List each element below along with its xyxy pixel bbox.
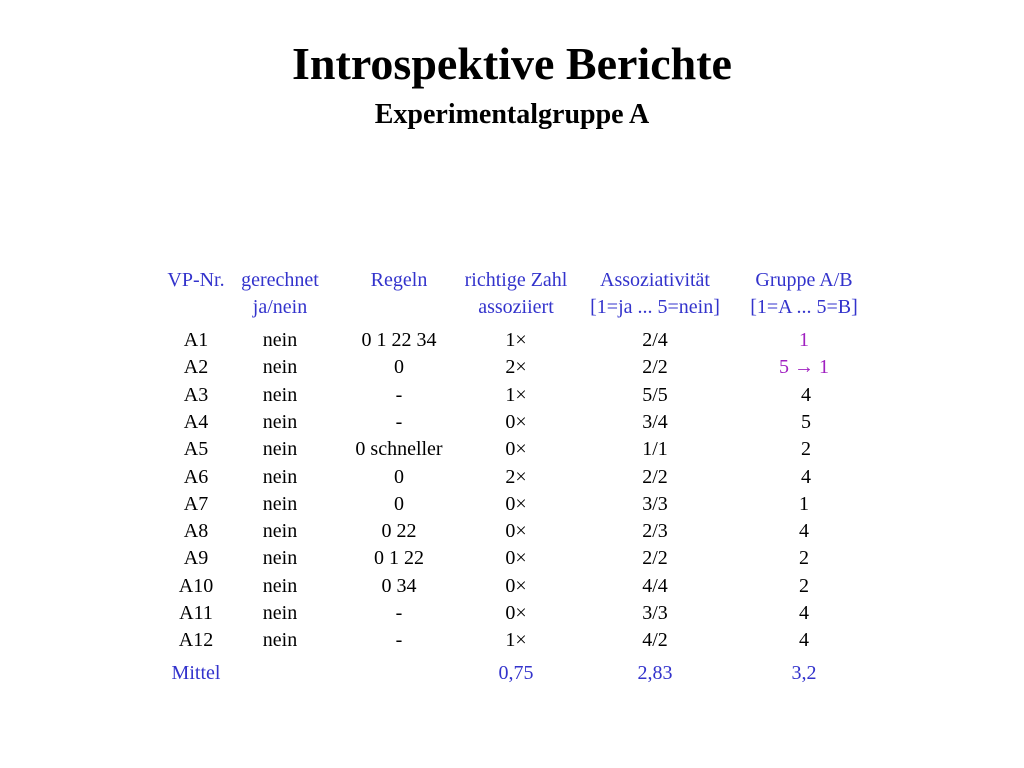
cell-regeln: 0 (394, 465, 404, 488)
cell-gruppe: 2 (799, 574, 809, 597)
cell-regeln: - (395, 410, 403, 433)
cell-gerechnet: nein (262, 492, 298, 515)
cell-vp-nr: A4 (183, 410, 209, 433)
cell-gerechnet: nein (262, 602, 298, 624)
cell-vp-nr: A11 (179, 602, 213, 624)
slide-title: Introspektive Berichte (292, 38, 732, 89)
cell-assoziativitaet: 2/2 (642, 356, 668, 379)
cell-gerechnet: nein (262, 438, 298, 461)
mean-label: Mittel (171, 662, 221, 684)
cell-richtige-zahl: 0× (505, 547, 527, 570)
cell-regeln: 0 (394, 356, 404, 379)
cell-regeln: - (395, 602, 403, 624)
cell-richtige-zahl: 0× (505, 492, 527, 515)
header-assoziativitaet: Assoziativität (600, 269, 710, 291)
cell-richtige-zahl: 1× (505, 629, 527, 652)
cell-assoziativitaet: 5/5 (642, 383, 668, 406)
cell-vp-nr: A6 (183, 465, 209, 488)
cell-richtige-zahl: 0× (505, 602, 527, 624)
cell-richtige-zahl: 2× (505, 465, 527, 488)
cell-vp-nr: A7 (183, 492, 209, 515)
header-richtige-zahl-sub: assoziiert (478, 296, 554, 318)
cell-gerechnet: nein (262, 356, 298, 379)
cell-richtige-zahl: 1× (505, 383, 527, 406)
header-gruppe-sub: [1=A ... 5=B] (750, 296, 858, 318)
cell-regeln: 0 (394, 492, 404, 515)
cell-regeln: 0 schneller (355, 438, 443, 461)
cell-gruppe: 4 (799, 520, 809, 543)
cell-regeln: - (395, 383, 403, 406)
cell-vp-nr: A8 (183, 520, 209, 543)
header-regeln: Regeln (370, 269, 428, 291)
cell-assoziativitaet: 1/1 (642, 438, 668, 461)
cell-assoziativitaet: 4/4 (642, 574, 668, 597)
cell-gruppe: 5 (801, 410, 811, 433)
cell-assoziativitaet: 4/2 (642, 629, 668, 652)
cell-vp-nr: A1 (183, 329, 209, 351)
header-gerechnet: gerechnet (241, 269, 319, 291)
cell-assoziativitaet: 3/3 (642, 492, 668, 515)
cell-gruppe: 2 (801, 438, 811, 461)
cell-gerechnet: nein (262, 547, 298, 570)
cell-vp-nr: A3 (183, 383, 209, 406)
cell-gerechnet: nein (262, 465, 298, 488)
cell-assoziativitaet: 3/4 (642, 410, 668, 433)
mean-gruppe: 3,2 (791, 662, 817, 684)
cell-richtige-zahl: 0× (505, 438, 527, 461)
cell-assoziativitaet: 2/2 (642, 465, 668, 488)
cell-richtige-zahl: 0× (505, 410, 527, 433)
cell-gruppe: 4 (801, 465, 811, 488)
cell-richtige-zahl: 0× (505, 574, 527, 597)
cell-richtige-zahl: 0× (505, 520, 527, 543)
cell-gerechnet: nein (262, 410, 298, 433)
slide-subtitle: Experimentalgruppe A (374, 99, 650, 130)
cell-vp-nr: A9 (183, 547, 209, 570)
cell-vp-nr: A12 (178, 629, 214, 652)
cell-vp-nr: A10 (178, 574, 214, 597)
cell-gruppe: 4 (801, 383, 811, 406)
cell-regeln: 0 1 22 34 (361, 329, 437, 351)
header-vp-nr: VP-Nr. (167, 269, 225, 291)
cell-gerechnet: nein (262, 629, 298, 652)
cell-gruppe: 5 → 1 (779, 356, 829, 379)
mean-richtige-zahl: 0,75 (498, 662, 534, 684)
cell-regeln: - (395, 629, 403, 652)
cell-vp-nr: A5 (183, 438, 209, 461)
header-gerechnet-sub: ja/nein (252, 296, 308, 318)
cell-richtige-zahl: 1× (505, 329, 527, 351)
cell-assoziativitaet: 2/2 (642, 547, 668, 570)
cell-assoziativitaet: 2/3 (642, 520, 668, 543)
cell-gerechnet: nein (262, 329, 298, 351)
mean-assoziativitaet: 2,83 (637, 662, 673, 684)
cell-gruppe: 4 (799, 602, 809, 624)
header-gruppe: Gruppe A/B (755, 269, 853, 291)
cell-regeln: 0 1 22 (374, 547, 424, 570)
cell-regeln: 0 22 (381, 520, 417, 543)
cell-vp-nr: A2 (183, 356, 209, 379)
cell-regeln: 0 34 (381, 574, 417, 597)
cell-gerechnet: nein (262, 383, 298, 406)
cell-gerechnet: nein (262, 520, 298, 543)
cell-assoziativitaet: 3/3 (642, 602, 668, 624)
cell-gruppe: 1 (799, 329, 809, 351)
header-assoziativitaet-sub: [1=ja ... 5=nein] (590, 296, 720, 318)
cell-gruppe: 1 (799, 492, 809, 515)
cell-assoziativitaet: 2/4 (642, 329, 668, 351)
cell-gerechnet: nein (262, 574, 298, 597)
cell-gruppe: 2 (799, 547, 809, 570)
cell-gruppe: 4 (799, 629, 809, 652)
header-richtige-zahl: richtige Zahl (464, 269, 568, 291)
cell-richtige-zahl: 2× (505, 356, 527, 379)
